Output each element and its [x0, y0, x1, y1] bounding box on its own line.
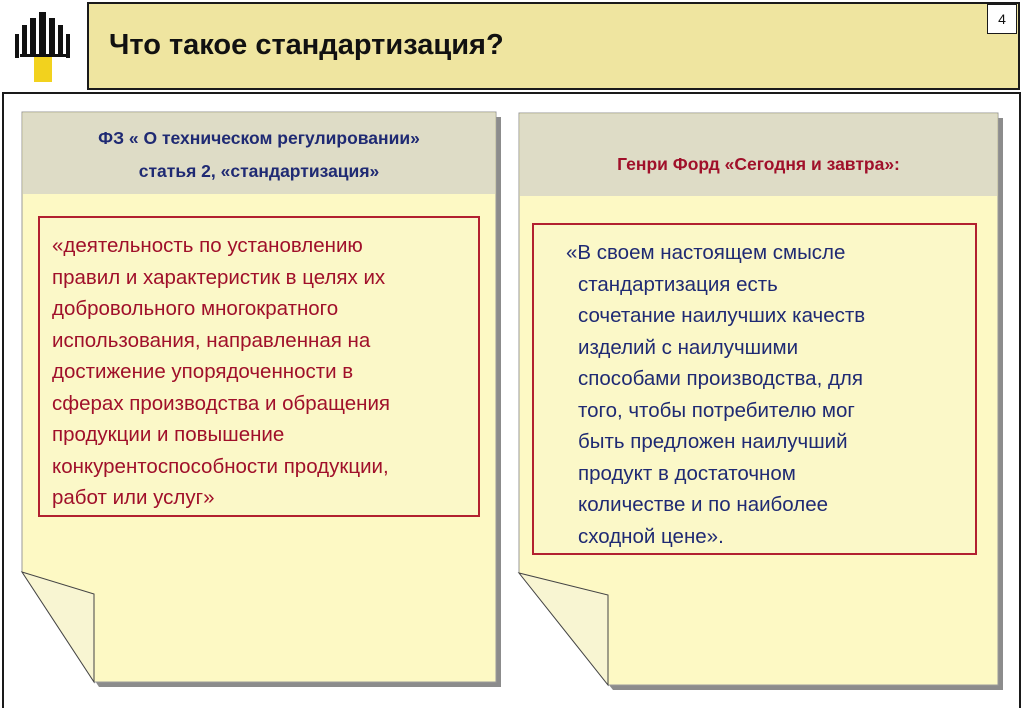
right-quote-box [532, 223, 977, 555]
quote-line: продукции и повышение [52, 423, 285, 446]
oil-company-logo-icon [12, 10, 74, 82]
page-title: Что такое стандартизация? [109, 29, 504, 61]
quote-line: конкурентоспособности продукции, [52, 454, 389, 478]
quote-line: добровольного многократного [52, 297, 339, 320]
quote-line: того, чтобы потребителю мог [578, 398, 855, 422]
quote-line: количестве и по наиболее [578, 493, 829, 516]
quote-line: способами производства, для [578, 367, 863, 390]
quote-line: «деятельность по установлению [52, 234, 363, 257]
quote-line: использования, направленная на [52, 328, 371, 352]
page-number: 4 [987, 4, 1017, 34]
left-card-title-line: статья 2, «стандартизация» [138, 161, 380, 181]
quote-line: сочетание наилучших качеств [578, 304, 866, 327]
left-card-title-line: ФЗ « О техническом регулировании» [98, 128, 420, 148]
quote-line: стандартизация есть [578, 272, 778, 296]
quote-line: сферах производства и обращения [52, 391, 390, 415]
quote-line: работ или услуг» [52, 486, 215, 509]
quote-line: правил и характеристик в целях их [52, 265, 386, 289]
right-card-title: Генри Форд «Сегодня и завтра»: [520, 114, 997, 196]
left-card-title [23, 113, 495, 194]
quote-line: быть предложен наилучший [578, 430, 848, 453]
right-note-card [519, 113, 1004, 691]
left-quote-box [38, 216, 480, 517]
quote-line: сходной цене». [578, 524, 724, 548]
quote-line: продукт в достаточном [578, 461, 796, 485]
quote-line: достижение упорядоченности в [52, 360, 354, 383]
quote-line: изделий с наилучшими [578, 335, 799, 359]
left-note-card [22, 112, 502, 688]
quote-line: «В своем настоящем смысле [566, 241, 846, 264]
